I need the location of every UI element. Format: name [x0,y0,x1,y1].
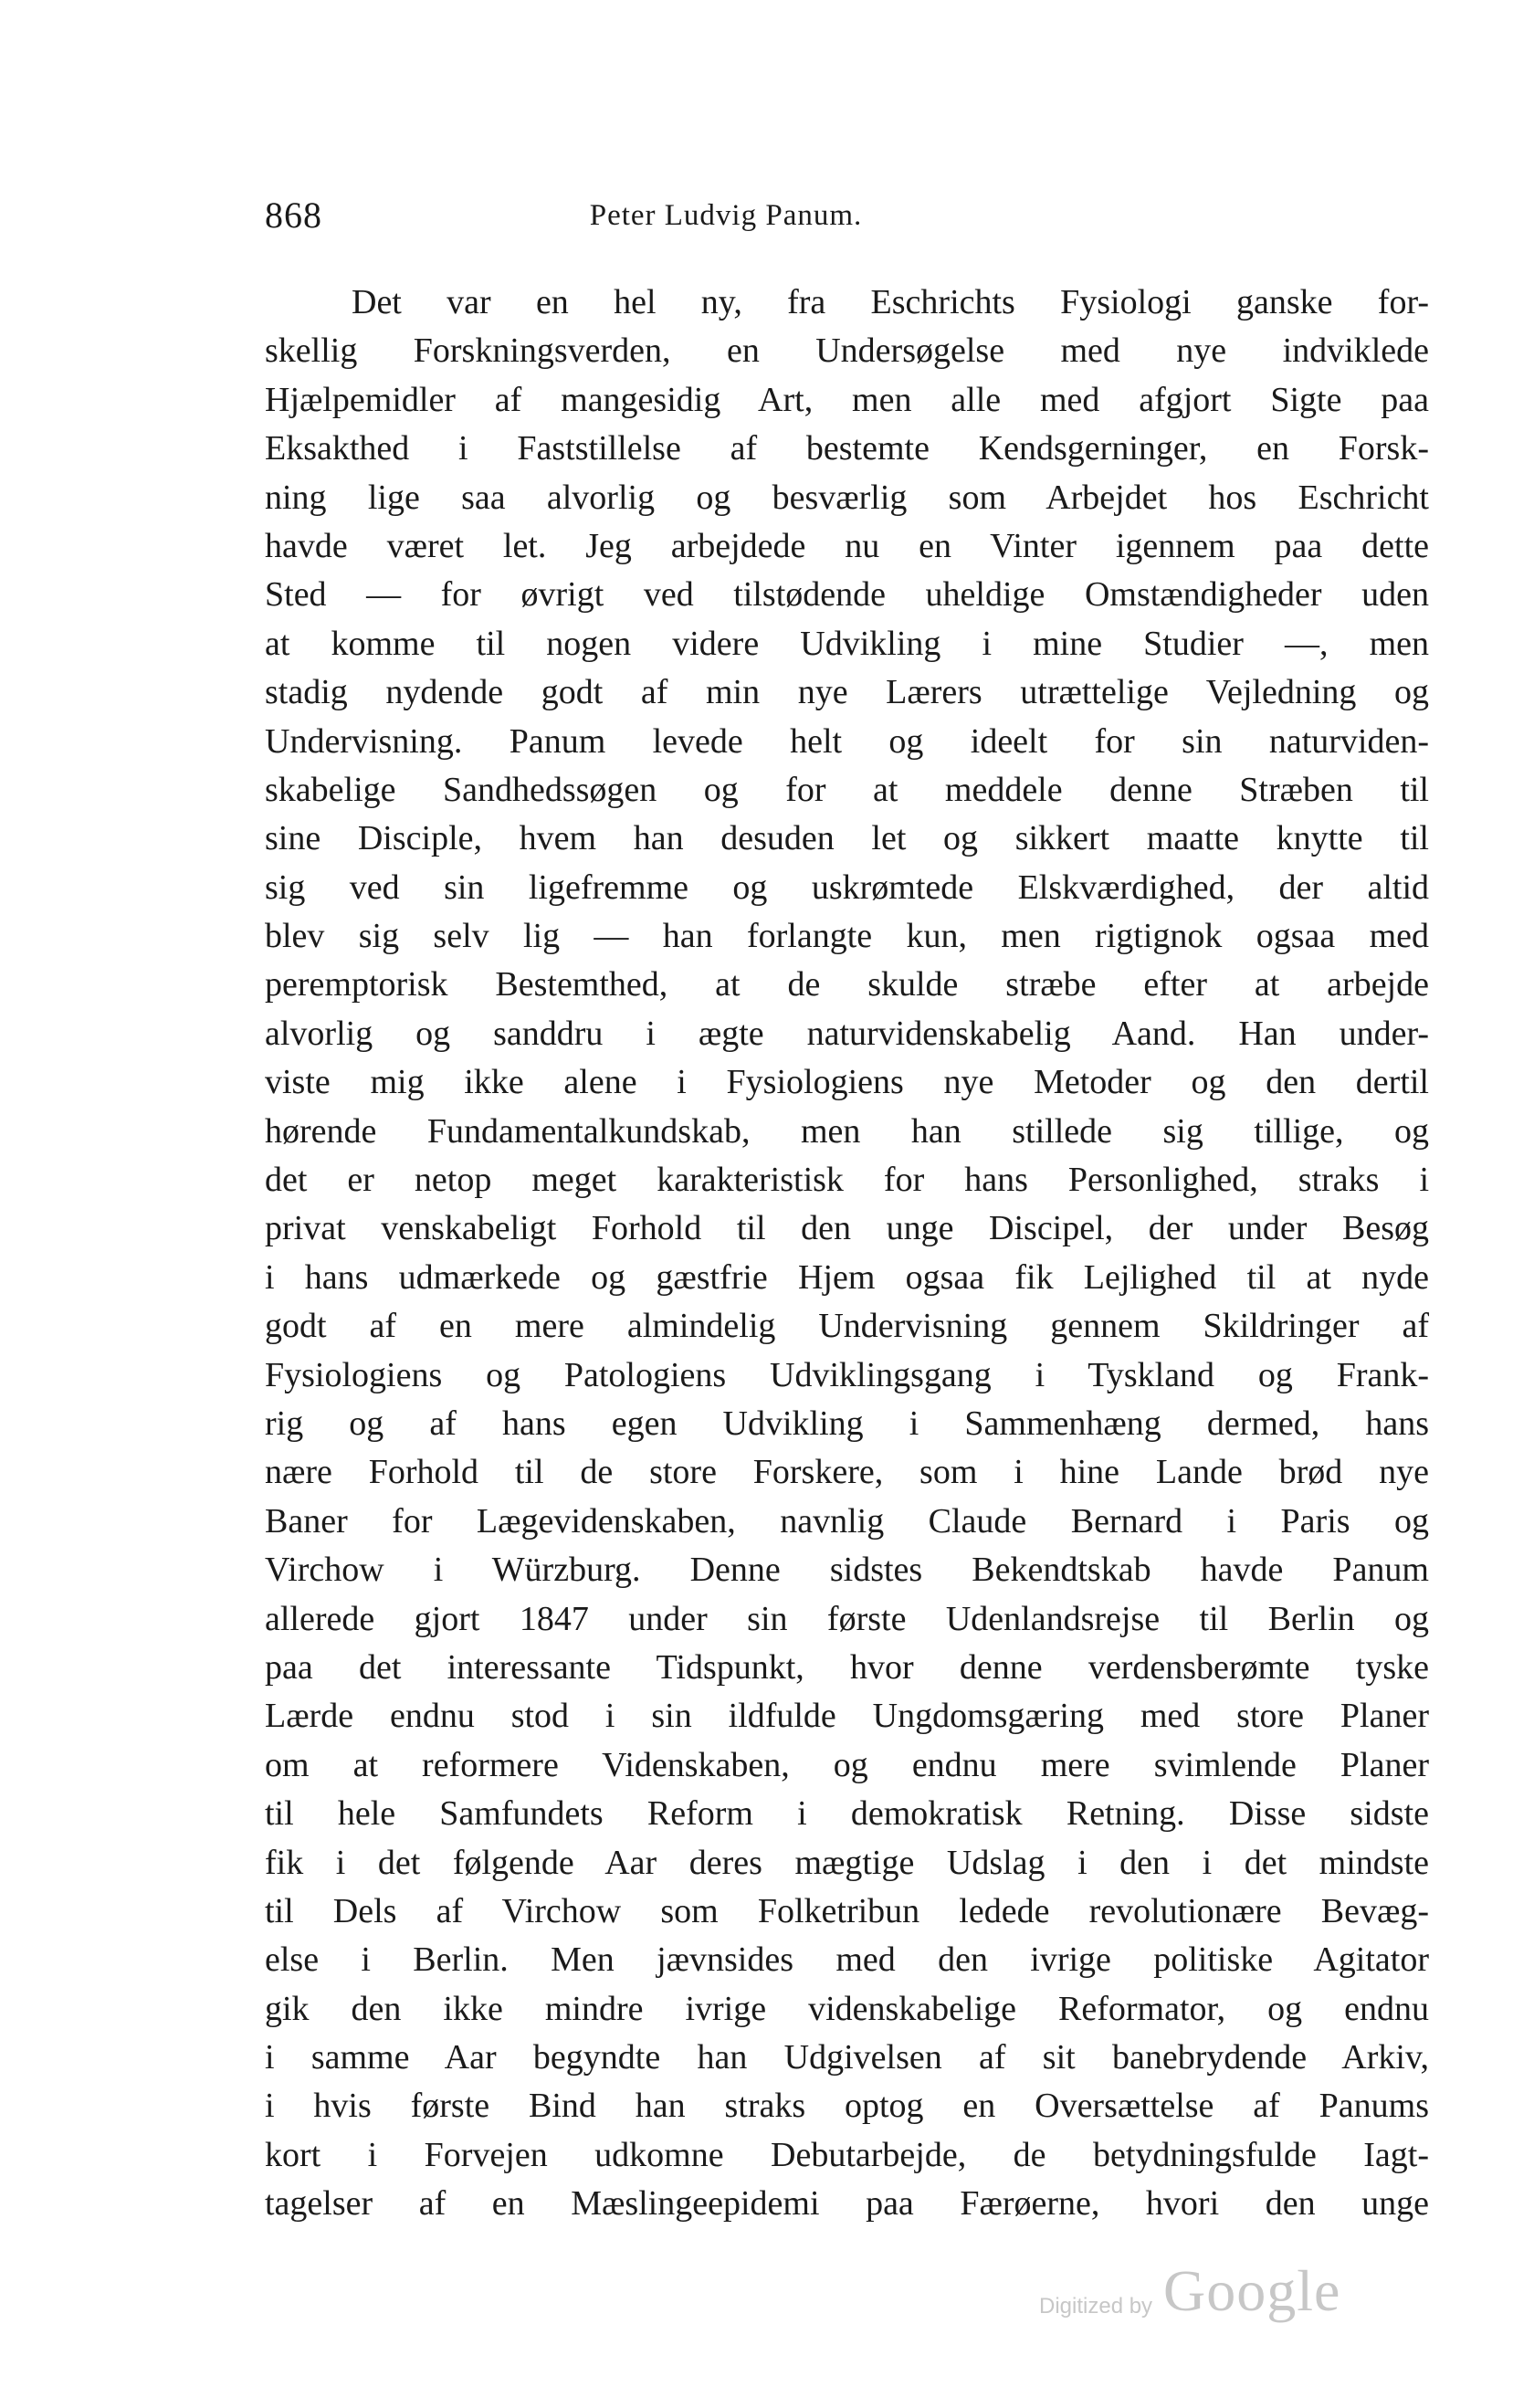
text-line: blev sig selv lig — han forlangte kun, men rigtignok ogsaa med [265,917,1429,956]
text-line: Baner for Lægevidenskaben, navnlig Claude Bernard i Paris og [265,1501,1429,1540]
text-line: det er netop meget karakteristisk for hans Personlighed, straks i [265,1161,1429,1200]
text-line: nære Forhold til de store Forskere, som i hine Lande brød nye [265,1453,1429,1492]
text-line: kort i Forvejen udkomne Debutarbejde, de betydningsfulde Iagt- [265,2135,1429,2174]
text-line: privat venskabeligt Forhold til den unge Discipel, der under Besøg [265,1209,1429,1248]
text-line: gik den ikke mindre ivrige videnskabelige Reformator, og endnu [265,1989,1429,2028]
page-number: 868 [265,195,322,236]
text-line: hørende Fundamentalkundskab, men han stillede sig tillige, og [265,1111,1429,1151]
text-line: ning lige saa alvorlig og besværlig som Arbejdet hos Eschricht [265,478,1429,517]
text-line: Eksakthed i Faststillelse af bestemte Kendsgerninger, en Forsk- [265,429,1429,468]
text-line: stadig nydende godt af min nye Lærers utrættelige Vejledning og [265,673,1429,712]
text-line: at komme til nogen videre Udvikling i mine Studier —, men [265,624,1429,663]
text-line: tagelser af en Mæslingeepidemi paa Færøerne, hvori den unge [265,2184,1429,2224]
text-line: skellig Forskningsverden, en Undersøgelse med nye indviklede [265,331,1429,371]
text-line: allerede gjort 1847 under sin første Udenlandsrejse til Berlin og [265,1599,1429,1638]
running-title: Peter Ludvig Panum. [589,199,863,232]
text-line: Fysiologiens og Patologiens Udviklingsgang i Tyskland og Frank- [265,1355,1429,1394]
page-header [265,194,1429,248]
text-line: alvorlig og sanddru i ægte naturvidenskabelig Aand. Han under- [265,1014,1429,1053]
text-line: Virchow i Würzburg. Denne sidstes Bekendtskab havde Panum [265,1551,1429,1590]
text-line: Undervisning. Panum levede helt og ideelt for sin naturviden- [265,721,1429,761]
text-line: viste mig ikke alene i Fysiologiens nye Metoder og den dertil [265,1063,1429,1102]
text-line: sig ved sin ligefremme og uskrømtede Elskværdighed, der altid [265,868,1429,907]
text-line: skabelige Sandhedssøgen og for at meddele denne Stræben til [265,770,1429,809]
text-line: om at reformere Videnskaben, og endnu mere svimlende Planer [265,1745,1429,1784]
text-line: Sted — for øvrigt ved tilstødende uheldige Omstændigheder uden [265,575,1429,615]
text-line: fik i det følgende Aar deres mægtige Udslag i den i det mindste [265,1843,1429,1882]
text-line: havde været let. Jeg arbejdede nu en Vinter igennem paa dette [265,526,1429,565]
body-text [265,279,1429,2229]
google-logo: Google [1163,2258,1341,2323]
text-line: til Dels af Virchow som Folketribun ledede revolutionære Bevæg- [265,1891,1429,1930]
text-line: til hele Samfundets Reform i demokratisk Retning. Disse sidste [265,1794,1429,1834]
text-line: else i Berlin. Men jævnsides med den ivrige politiske Agitator [265,1940,1429,1980]
text-line: rig og af hans egen Udvikling i Sammenhæng dermed, hans [265,1404,1429,1443]
text-line: paa det interessante Tidspunkt, hvor denne verdensberømte tyske [265,1647,1429,1687]
text-line: Lærde endnu stod i sin ildfulde Ungdomsgæring med store Planer [265,1697,1429,1736]
text-line: Det var en hel ny, fra Eschrichts Fysiologi ganske for- [352,283,1429,321]
text-line: godt af en mere almindelig Undervisning gennem Skildringer af [265,1307,1429,1346]
text-line: sine Disciple, hvem han desuden let og sikkert maatte knytte til [265,819,1429,858]
text-line: i samme Aar begyndte han Udgivelsen af sit banebrydende Arkiv, [265,2038,1429,2077]
text-line: i hvis første Bind han straks optog en Oversættelse af Panums [265,2087,1429,2126]
digitized-watermark [1039,2257,1368,2340]
text-line: i hans udmærkede og gæstfrie Hjem ogsaa fik Lejlighed til at nyde [265,1257,1429,1297]
watermark-prefix: Digitized by [1039,2294,1153,2319]
text-line: Hjælpemidler af mangesidig Art, men alle med afgjort Sigte paa [265,380,1429,419]
text-line: peremptorisk Bestemthed, at de skulde stræbe efter at arbejde [265,965,1429,1004]
